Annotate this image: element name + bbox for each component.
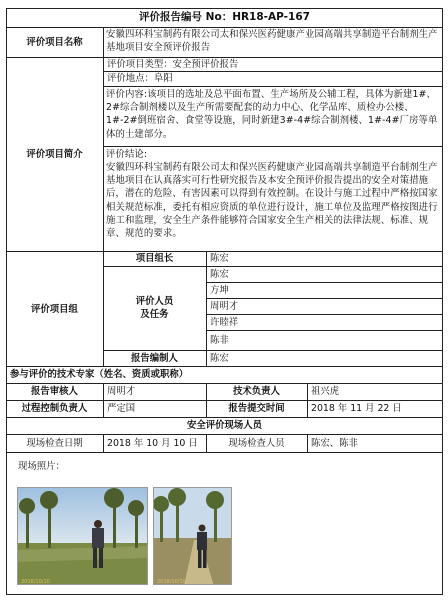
site-photos-label: 现场照片： (18, 461, 65, 472)
process-lead-value: 严定国 (107, 403, 136, 414)
inspect-date-label: 现场检查日期 (26, 437, 83, 449)
submit-time-value: 2018 年 11 月 22 日 (311, 403, 402, 414)
submit-time-label: 报告提交时间 (228, 403, 285, 414)
project-name-label: 评价项目名称 (26, 36, 83, 48)
team-member: 陈非 (210, 334, 229, 346)
conclusion-title: 评价结论: (106, 149, 148, 160)
project-name-value: 安徽四环科宝制药有限公司太和保兴医药健康产业园高端共享制造平台制剂生产基地项目安全预评价报告 (106, 29, 438, 54)
team-member: 方坤 (210, 284, 229, 296)
row-line (6, 452, 443, 453)
team-leader-label: 项目组长 (135, 253, 174, 264)
inspectors-label: 现场检查人员 (228, 437, 285, 449)
auditor-value: 周明才 (107, 386, 136, 397)
site-photo (153, 487, 232, 585)
inspectors-value: 陈宏、陈非 (311, 437, 358, 449)
report-number: 评价报告编号 No：HR18-AP-167 (139, 11, 310, 23)
row-line (103, 146, 443, 147)
report-author-value: 陈宏 (210, 352, 229, 364)
site-section-title: 安全评价现场人员 (186, 420, 262, 431)
svg-text:2018/10/10: 2018/10/10 (157, 579, 186, 585)
experts-label: 参与评价的技术专家（姓名、资质或职称） (10, 369, 189, 380)
table-border-right (442, 8, 443, 595)
auditor-label: 报告审核人 (31, 386, 78, 397)
row-line (103, 86, 443, 87)
team-members-label: 评价人员 及任务 (135, 296, 174, 320)
conclusion-text: 安徽四环科宝制药有限公司太和保兴医药健康产业园高端共享制造平台制剂生产基地项目在认真落实可行性研究报告及本安全预评价报告提出的安全对策措施后，潜在的危险、有害因素可以得到有效控制。在设计与施工过程中严格按国家相关规范标准，委托有相应资质的单位进行设计，施工单位及监理严格按图进行施工和监理，安全生产条件能够符合国家安全生产相关的法律法规、标准、规章、规范的要求。 (106, 162, 438, 240)
svg-text:2018/10/10: 2018/10/10 (21, 579, 50, 585)
site-photo (17, 487, 148, 585)
site-photo-image (154, 488, 232, 585)
team-member: 周明才 (210, 300, 239, 312)
process-lead-label: 过程控制负责人 (21, 403, 88, 414)
site-photo-image (18, 488, 148, 585)
team-member: 许睦祥 (210, 316, 239, 328)
tech-lead-label: 技术负责人 (233, 386, 280, 397)
project-location-line: 评价地点：阜阳 (107, 73, 173, 84)
project-type-line: 评价项目类型：安全预评价报告 (107, 58, 239, 70)
team-member: 陈宏 (210, 268, 229, 280)
report-author-label: 报告编制人 (131, 352, 178, 364)
inspect-date-value: 2018 年 10 月 10 日 (107, 437, 198, 449)
team-leader-value: 陈宏 (210, 253, 229, 264)
project-content: 评价内容:该项目的选址及总平面布置、生产场所及公辅工程，具体为新建1#、2#综合制剂楼以及生产所需要配套的动力中心、化学品库、质检办公楼、1#-2#倒班宿舍、食堂等设施，同时新建3#-4#综合制剂楼、1#-4#厂房等单体的土建部分。 (106, 89, 438, 140)
team-label: 评价项目组 (31, 303, 78, 315)
project-brief-label: 评价项目简介 (26, 148, 83, 160)
table-border-bottom (6, 594, 443, 595)
tech-lead-value: 祖兴虎 (311, 386, 340, 397)
